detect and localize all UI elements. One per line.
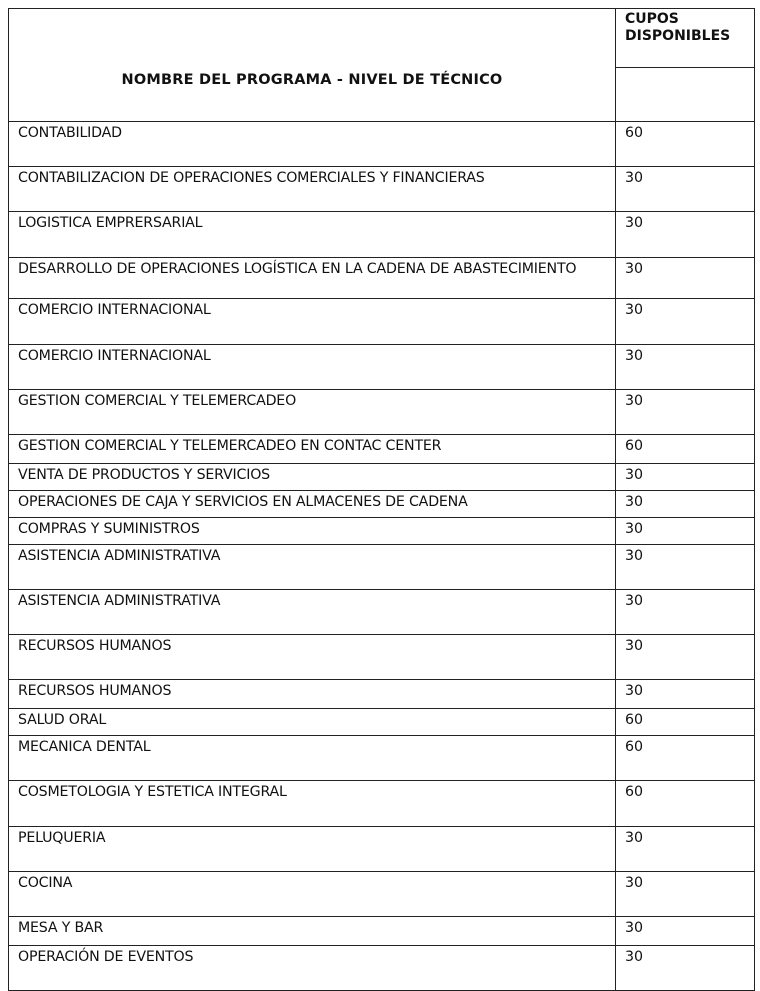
table-row <box>9 122 755 167</box>
table-row <box>9 167 755 212</box>
cupos-value-cell: 30 <box>616 212 755 258</box>
program-name-cell: COMERCIO INTERNACIONAL <box>9 299 616 345</box>
table-row <box>9 345 755 390</box>
table-row <box>9 590 755 635</box>
program-name-cell: VENTA DE PRODUCTOS Y SERVICIOS <box>9 464 616 491</box>
table-row <box>9 917 755 946</box>
cupos-value-cell: 30 <box>616 167 755 212</box>
program-name-cell: OPERACIONES DE CAJA Y SERVICIOS EN ALMACENES DE CADENA <box>9 491 616 518</box>
programs-table <box>8 8 755 991</box>
table-row <box>9 390 755 435</box>
program-name-cell: RECURSOS HUMANOS <box>9 635 616 680</box>
program-name-cell: GESTION COMERCIAL Y TELEMERCADEO <box>9 390 616 435</box>
program-name-cell: RECURSOS HUMANOS <box>9 680 616 709</box>
program-name-cell: GESTION COMERCIAL Y TELEMERCADEO EN CONTAC CENTER <box>9 435 616 464</box>
program-name-cell: COMPRAS Y SUMINISTROS <box>9 518 616 545</box>
table-row <box>9 827 755 872</box>
table-row <box>9 872 755 917</box>
header-empty-cell <box>616 67 755 121</box>
cupos-value-cell: 30 <box>616 590 755 635</box>
program-name-cell: ASISTENCIA ADMINISTRATIVA <box>9 545 616 590</box>
header-program-name: NOMBRE DEL PROGRAMA - NIVEL DE TÉCNICO <box>9 9 616 122</box>
cupos-value-cell: 30 <box>616 827 755 872</box>
cupos-value-cell: 30 <box>616 390 755 435</box>
cupos-value-cell: 60 <box>616 709 755 736</box>
cupos-value-cell: 30 <box>616 258 755 299</box>
table-row <box>9 258 755 299</box>
table-row <box>9 635 755 680</box>
cupos-value-cell: 30 <box>616 917 755 946</box>
cupos-value-cell: 60 <box>616 736 755 781</box>
table-row <box>9 491 755 518</box>
table-row <box>9 680 755 709</box>
table-row <box>9 545 755 590</box>
table-row <box>9 464 755 491</box>
program-name-cell: CONTABILIZACION DE OPERACIONES COMERCIALES Y FINANCIERAS <box>9 167 616 212</box>
cupos-value-cell: 30 <box>616 299 755 345</box>
table-body <box>9 122 755 991</box>
cupos-value-cell: 30 <box>616 680 755 709</box>
cupos-value-cell: 30 <box>616 491 755 518</box>
header-row <box>9 9 755 68</box>
table-row <box>9 435 755 464</box>
program-name-cell: COCINA <box>9 872 616 917</box>
program-name-cell: SALUD ORAL <box>9 709 616 736</box>
program-name-cell: DESARROLLO DE OPERACIONES LOGÍSTICA EN LA CADENA DE ABASTECIMIENTO <box>9 258 616 299</box>
cupos-value-cell: 30 <box>616 872 755 917</box>
table-row <box>9 781 755 827</box>
table-row <box>9 212 755 258</box>
program-name-cell: PELUQUERIA <box>9 827 616 872</box>
cupos-value-cell: 60 <box>616 122 755 167</box>
cupos-value-cell: 30 <box>616 464 755 491</box>
program-name-cell: COMERCIO INTERNACIONAL <box>9 345 616 390</box>
table-row <box>9 736 755 781</box>
cupos-value-cell: 60 <box>616 781 755 827</box>
cupos-value-cell: 60 <box>616 435 755 464</box>
cupos-value-cell: 30 <box>616 545 755 590</box>
cupos-value-cell: 30 <box>616 345 755 390</box>
cupos-value-cell: 30 <box>616 635 755 680</box>
table-row <box>9 946 755 991</box>
program-name-cell: COSMETOLOGIA Y ESTETICA INTEGRAL <box>9 781 616 827</box>
program-name-cell: OPERACIÓN DE EVENTOS <box>9 946 616 991</box>
table-row <box>9 709 755 736</box>
cupos-value-cell: 30 <box>616 518 755 545</box>
table-row <box>9 518 755 545</box>
program-name-cell: CONTABILIDAD <box>9 122 616 167</box>
program-name-cell: ASISTENCIA ADMINISTRATIVA <box>9 590 616 635</box>
table-row <box>9 299 755 345</box>
program-name-cell: MECANICA DENTAL <box>9 736 616 781</box>
program-name-cell: MESA Y BAR <box>9 917 616 946</box>
header-cupos-disponibles: CUPOS DISPONIBLES <box>616 9 755 68</box>
cupos-value-cell: 30 <box>616 946 755 991</box>
program-name-cell: LOGISTICA EMPRERSARIAL <box>9 212 616 258</box>
